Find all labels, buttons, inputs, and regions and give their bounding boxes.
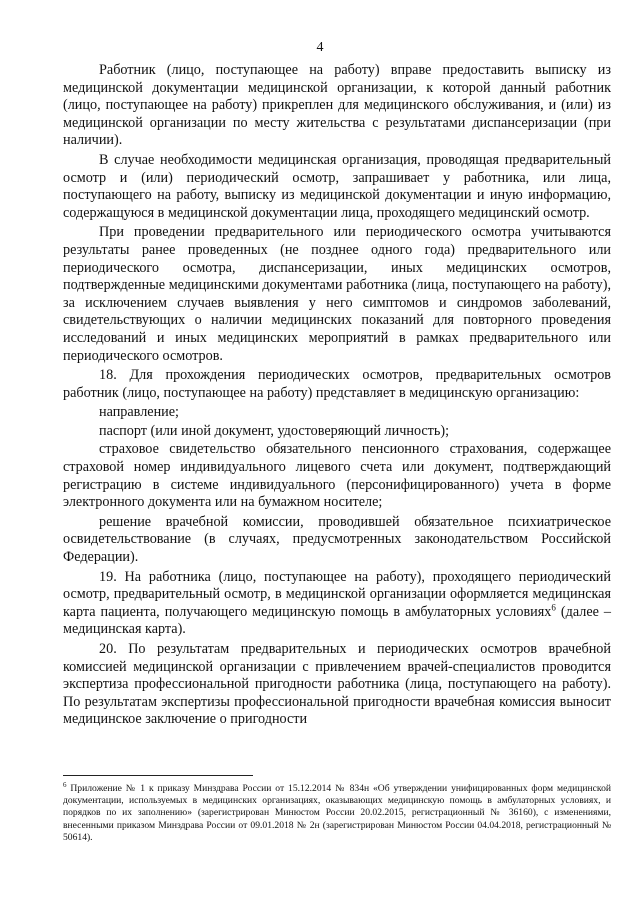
footnote-marker: 6	[63, 780, 67, 789]
page-number: 4	[316, 40, 324, 55]
list-item-commission-decision: решение врачебной комиссии, проводившей обязательное психиатрическое освидетельствование (в случаях, предусмотренных законодательством Российской Федерации).	[63, 513, 611, 566]
paragraph-request-documents: В случае необходимости медицинская организация, проводящая предварительный осмотр и (или) периодический осмотр, запрашивает у работника, или лица, поступающего на работу, выписку из медицинской документации и иную информацию, содержащуюся в медицинской документации лица, проходящего медицинский осмотр.	[63, 151, 611, 221]
footnote-text: Приложение № 1 к приказу Минздрава России от 15.12.2014 № 834н «Об утверждении унифицированных форм медицинской документации, используемых в медицинских организациях, оказывающих медицинскую помощь в амбулаторных условиях, и порядков по их заполнению» (зарегистрирован Минюстом России 20.02.2015, регистрационный № 36160), с изменениями, внесенными приказом Минздрава России от 09.01.2018 № 2н (зарегистрирован Минюстом России 04.04.2018, регистрационный № 50614).	[63, 783, 611, 843]
paragraph-previous-results: При проведении предварительного или периодического осмотра учитываются результаты ранее проведенных (не позднее одного года) предварительного или периодического осмотра, диспансеризации, иных медицинских осмотров, подтвержденные медицинскими документами работника (лица, поступающего на работу), за исключением случаев выявления у него симптомов и синдромов заболеваний, свидетельствующих о наличии медицинских показаний для повторного проведения исследований и иных медицинских мероприятий в рамках предварительного или периодического осмотров.	[63, 224, 611, 364]
footnote-reference[interactable]: 6	[551, 602, 556, 613]
list-item-passport: паспорт (или иной документ, удостоверяющий личность);	[99, 422, 450, 439]
paragraph-extract-right: Работник (лицо, поступающее на работу) вправе предоставить выписку из медицинской документации медицинской организации, к которой данный работник (лицо, поступающее на работу) прикреплен для медицинского обслуживания, и (или) из медицинской организации по месту жительства с результатами диспансеризации (при наличии).	[63, 62, 611, 149]
footnote	[63, 780, 611, 844]
list-item-insurance-certificate: страховое свидетельство обязательного пенсионного страхования, содержащее страховой номер индивидуального лицевого счета или документ, подтверждающий регистрацию в системе индивидуального (персонифицированного) учета в форме электронного документа или на бумажном носителе;	[63, 441, 611, 511]
paragraph-19	[63, 569, 611, 639]
paragraph-19-text: 19. На работника (лицо, поступающее на работу), проходящего периодический осмотр, предварительный осмотр, в медицинской организации оформляется медицинская карта пациента, получающего медицинскую помощь в амбулаторных условиях	[63, 568, 611, 620]
paragraph-20: 20. По результатам предварительных и периодических осмотров врачебной комиссией медицинской организации с привлечением врачей-специалистов проводится экспертиза профессиональной пригодности работника (лица, поступающего на работу). По результатам экспертизы профессиональной пригодности врачебная комиссия выносит медицинское заключение о пригодности	[63, 641, 611, 728]
list-item-referral: направление;	[99, 404, 179, 421]
footnote-divider	[63, 775, 253, 776]
document-body	[63, 62, 611, 731]
paragraph-18: 18. Для прохождения периодических осмотров, предварительных осмотров работник (лицо, поступающее на работу) представляет в медицинскую организацию:	[63, 367, 611, 401]
paragraph-19-text-end: (далее – медицинская карта).	[63, 603, 611, 638]
